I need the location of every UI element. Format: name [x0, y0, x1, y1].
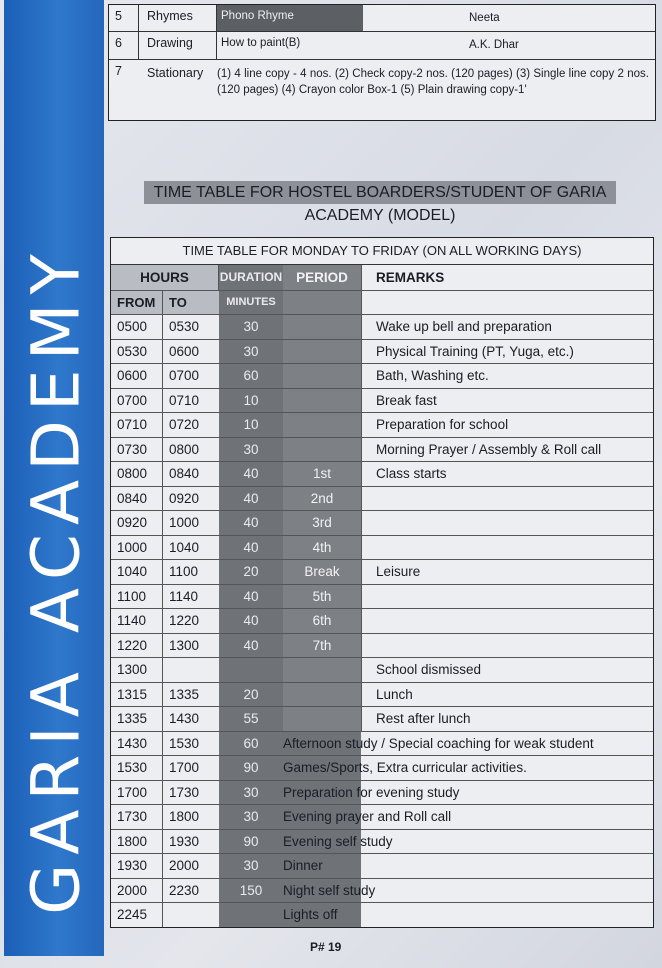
cell-to: 1335: [169, 686, 200, 702]
cell-from: 2245: [111, 903, 163, 927]
cell-to: 0720: [169, 417, 200, 432]
booklist-author: A.K. Dhar: [469, 39, 519, 51]
brand-sidebar: [4, 0, 104, 956]
cell-from: 1335: [111, 707, 163, 731]
cell-period: 6th: [283, 609, 361, 633]
cell-duration: 10: [219, 413, 283, 437]
cell-to: 0600: [169, 343, 200, 359]
page-number: P# 19: [310, 940, 342, 954]
cell-to: 1700: [169, 760, 200, 775]
header-minutes: MINUTES: [219, 291, 283, 314]
cell-duration: 40: [219, 609, 283, 633]
cell-from: 1000: [111, 536, 163, 560]
cell-remarks-text: Night self study: [283, 882, 376, 898]
cell-period: 4th: [283, 536, 361, 560]
cell-to: 1730: [169, 784, 200, 800]
cell-duration: 60: [219, 364, 283, 388]
booklist-subject: Stationary: [147, 66, 204, 80]
booklist-stationary-description: (1) 4 line copy - 4 nos. (2) Check copy-2 nos. (120 pages) (3) Single line copy 2 nos. (120 pages) (4) Crayon color Box-1 (5) Plain drawing copy-1': [217, 68, 649, 96]
booklist-number: 7: [115, 64, 122, 78]
cell-period: [283, 658, 361, 682]
cell-from: 1040: [111, 560, 163, 584]
cell-remarks: [361, 585, 653, 609]
header-remarks-blank: [361, 291, 653, 314]
booklist-book: Phono Rhyme: [217, 5, 363, 31]
cell-remarks: [361, 511, 653, 535]
cell-remarks: [283, 879, 653, 903]
table-row: [111, 854, 653, 879]
cell-to: 1930: [169, 833, 200, 849]
cell-to: [163, 658, 219, 682]
table-row: [111, 609, 653, 634]
cell-duration: 30: [219, 438, 283, 462]
table-row: [111, 413, 653, 438]
heading-line-1: TIME TABLE FOR HOSTEL BOARDERS/STUDENT OF GARIA: [144, 181, 617, 204]
table-row: [111, 658, 653, 683]
cell-to: 2230: [169, 882, 200, 898]
table-row: [111, 805, 653, 830]
cell-duration: 150: [219, 879, 283, 903]
booklist-table: [108, 4, 656, 121]
table-row: [111, 781, 653, 806]
cell-remarks: [283, 732, 653, 756]
table-row: [111, 536, 653, 561]
cell-duration: 55: [219, 707, 283, 731]
cell-duration: 40: [219, 462, 283, 486]
cell-duration: 30: [219, 340, 283, 364]
cell-remarks: [361, 609, 653, 633]
cell-to: 1140: [169, 588, 199, 604]
cell-from: 0920: [111, 511, 163, 535]
timetable: [110, 237, 654, 928]
cell-to: 1800: [169, 809, 200, 824]
cell-from: 1140: [111, 609, 163, 633]
table-row: [111, 462, 653, 487]
cell-period: 3rd: [283, 511, 361, 535]
header-remarks: REMARKS: [361, 265, 653, 290]
timetable-subheader-row: [111, 291, 653, 315]
header-period: PERIOD: [283, 265, 361, 290]
table-row: [111, 707, 653, 732]
cell-from: 1430: [111, 732, 163, 756]
cell-duration: 30: [219, 854, 283, 878]
table-row: [111, 756, 653, 781]
cell-period: [283, 340, 361, 364]
cell-duration: 20: [219, 560, 283, 584]
cell-to: [163, 903, 219, 927]
table-row: [111, 438, 653, 463]
booklist-row: [109, 5, 655, 32]
cell-remarks-text: Games/Sports, Extra curricular activities.: [283, 760, 527, 775]
booklist-row: [109, 32, 655, 60]
booklist-subject: Drawing: [139, 32, 217, 59]
cell-period: 2nd: [283, 487, 361, 511]
cell-remarks: [283, 781, 653, 805]
cell-to: 0920: [169, 490, 200, 506]
cell-duration: 90: [219, 756, 283, 780]
cell-from: 1700: [111, 781, 163, 805]
cell-to: 1530: [169, 735, 200, 751]
cell-to: 1220: [169, 613, 200, 628]
cell-to: 1300: [169, 637, 200, 653]
cell-from: 0730: [111, 438, 163, 462]
cell-duration: 40: [219, 634, 283, 658]
cell-duration: 30: [219, 315, 283, 339]
cell-to: 1000: [169, 515, 200, 530]
cell-duration: 40: [219, 487, 283, 511]
cell-to: 1430: [169, 711, 200, 726]
cell-remarks-text: Evening prayer and Roll call: [283, 809, 452, 824]
cell-from: 0840: [111, 487, 163, 511]
cell-from: 0700: [111, 389, 163, 413]
cell-remarks: School dismissed: [361, 658, 653, 682]
cell-remarks: [361, 536, 653, 560]
cell-period: [283, 315, 361, 339]
cell-period: [283, 364, 361, 388]
cell-remarks: Leisure: [361, 560, 653, 584]
cell-to: 0530: [169, 319, 200, 334]
cell-remarks-text: Evening self study: [283, 833, 393, 849]
header-hours: HOURS: [111, 265, 219, 290]
cell-remarks-text: Preparation for evening study: [283, 784, 460, 800]
cell-remarks: Bath, Washing etc.: [361, 364, 653, 388]
cell-to: 0700: [169, 368, 200, 383]
cell-from: 2000: [111, 879, 163, 903]
table-row: [111, 560, 653, 585]
timetable-body: [111, 315, 653, 927]
cell-duration: 60: [219, 732, 283, 756]
cell-remarks: Morning Prayer / Assembly & Roll call: [361, 438, 653, 462]
table-row: [111, 879, 653, 904]
cell-remarks: [283, 830, 653, 854]
cell-from: 1930: [111, 854, 163, 878]
booklist-subject: Rhymes: [139, 5, 217, 31]
cell-duration: 20: [219, 683, 283, 707]
table-row: [111, 585, 653, 610]
cell-remarks: Physical Training (PT, Yuga, etc.): [361, 340, 653, 364]
cell-remarks: Preparation for school: [361, 413, 653, 437]
cell-duration: 30: [219, 781, 283, 805]
cell-from: 0710: [111, 413, 163, 437]
cell-duration: [219, 658, 283, 682]
cell-remarks: [283, 854, 653, 878]
table-row: [111, 315, 653, 340]
cell-remarks: Lunch: [361, 683, 653, 707]
booklist-row: [109, 60, 655, 120]
cell-remarks-text: Dinner: [283, 858, 323, 873]
brand-text: GARIA ACADEMY: [17, 245, 95, 915]
cell-period: 7th: [283, 634, 361, 658]
table-row: [111, 732, 653, 757]
table-row: [111, 511, 653, 536]
cell-remarks-text: Afternoon study / Special coaching for weak student: [283, 735, 594, 751]
booklist-author: Neeta: [469, 12, 500, 24]
header-duration: DURATION: [219, 265, 283, 290]
cell-remarks: Class starts: [361, 462, 653, 486]
table-row: [111, 340, 653, 365]
table-row: [111, 364, 653, 389]
cell-to: 0800: [169, 441, 200, 457]
cell-from: 1300: [111, 658, 163, 682]
cell-period: [283, 683, 361, 707]
timetable-header-row: [111, 265, 653, 291]
cell-from: 1730: [111, 805, 163, 829]
booklist-number: 6: [109, 32, 139, 59]
header-period-blank: [283, 291, 361, 314]
cell-from: 0500: [111, 315, 163, 339]
cell-to: 2000: [169, 858, 200, 873]
cell-remarks: [283, 903, 653, 927]
cell-period: [283, 707, 361, 731]
cell-duration: 10: [219, 389, 283, 413]
header-from: FROM: [111, 291, 163, 314]
cell-duration: 30: [219, 805, 283, 829]
cell-from: 0600: [111, 364, 163, 388]
cell-from: 1800: [111, 830, 163, 854]
timetable-title: TIME TABLE FOR MONDAY TO FRIDAY (ON ALL WORKING DAYS): [111, 238, 653, 265]
cell-period: 5th: [283, 585, 361, 609]
cell-to: 0710: [169, 392, 200, 408]
booklist-number: 5: [109, 5, 139, 31]
booklist-book: How to paint(B): [217, 32, 363, 59]
cell-from: 1100: [111, 585, 163, 609]
header-to: TO: [163, 291, 219, 314]
cell-remarks: Rest after lunch: [361, 707, 653, 731]
cell-remarks-text: Lights off: [283, 907, 338, 922]
cell-from: 0530: [111, 340, 163, 364]
table-row: [111, 487, 653, 512]
cell-from: 1530: [111, 756, 163, 780]
cell-remarks: Break fast: [361, 389, 653, 413]
table-row: [111, 389, 653, 414]
cell-duration: 40: [219, 536, 283, 560]
table-row: [111, 830, 653, 855]
cell-to: 1040: [169, 539, 200, 555]
cell-remarks: [361, 487, 653, 511]
cell-period: 1st: [283, 462, 361, 486]
cell-duration: 40: [219, 511, 283, 535]
cell-from: 1220: [111, 634, 163, 658]
table-row: [111, 903, 653, 927]
heading-line-2: ACADEMY (MODEL): [304, 207, 456, 224]
table-row: [111, 683, 653, 708]
cell-period: [283, 389, 361, 413]
cell-period: Break: [283, 560, 361, 584]
cell-remarks: [283, 756, 653, 780]
timetable-heading: [134, 181, 626, 227]
cell-remarks: [283, 805, 653, 829]
cell-period: [283, 413, 361, 437]
cell-to: 1100: [169, 564, 199, 579]
cell-to: 0840: [169, 466, 200, 481]
cell-from: 0800: [111, 462, 163, 486]
cell-duration: 40: [219, 585, 283, 609]
cell-remarks: [361, 634, 653, 658]
table-row: [111, 634, 653, 659]
cell-remarks: Wake up bell and preparation: [361, 315, 653, 339]
cell-duration: [219, 903, 283, 927]
cell-period: [283, 438, 361, 462]
cell-from: 1315: [111, 683, 163, 707]
cell-duration: 90: [219, 830, 283, 854]
